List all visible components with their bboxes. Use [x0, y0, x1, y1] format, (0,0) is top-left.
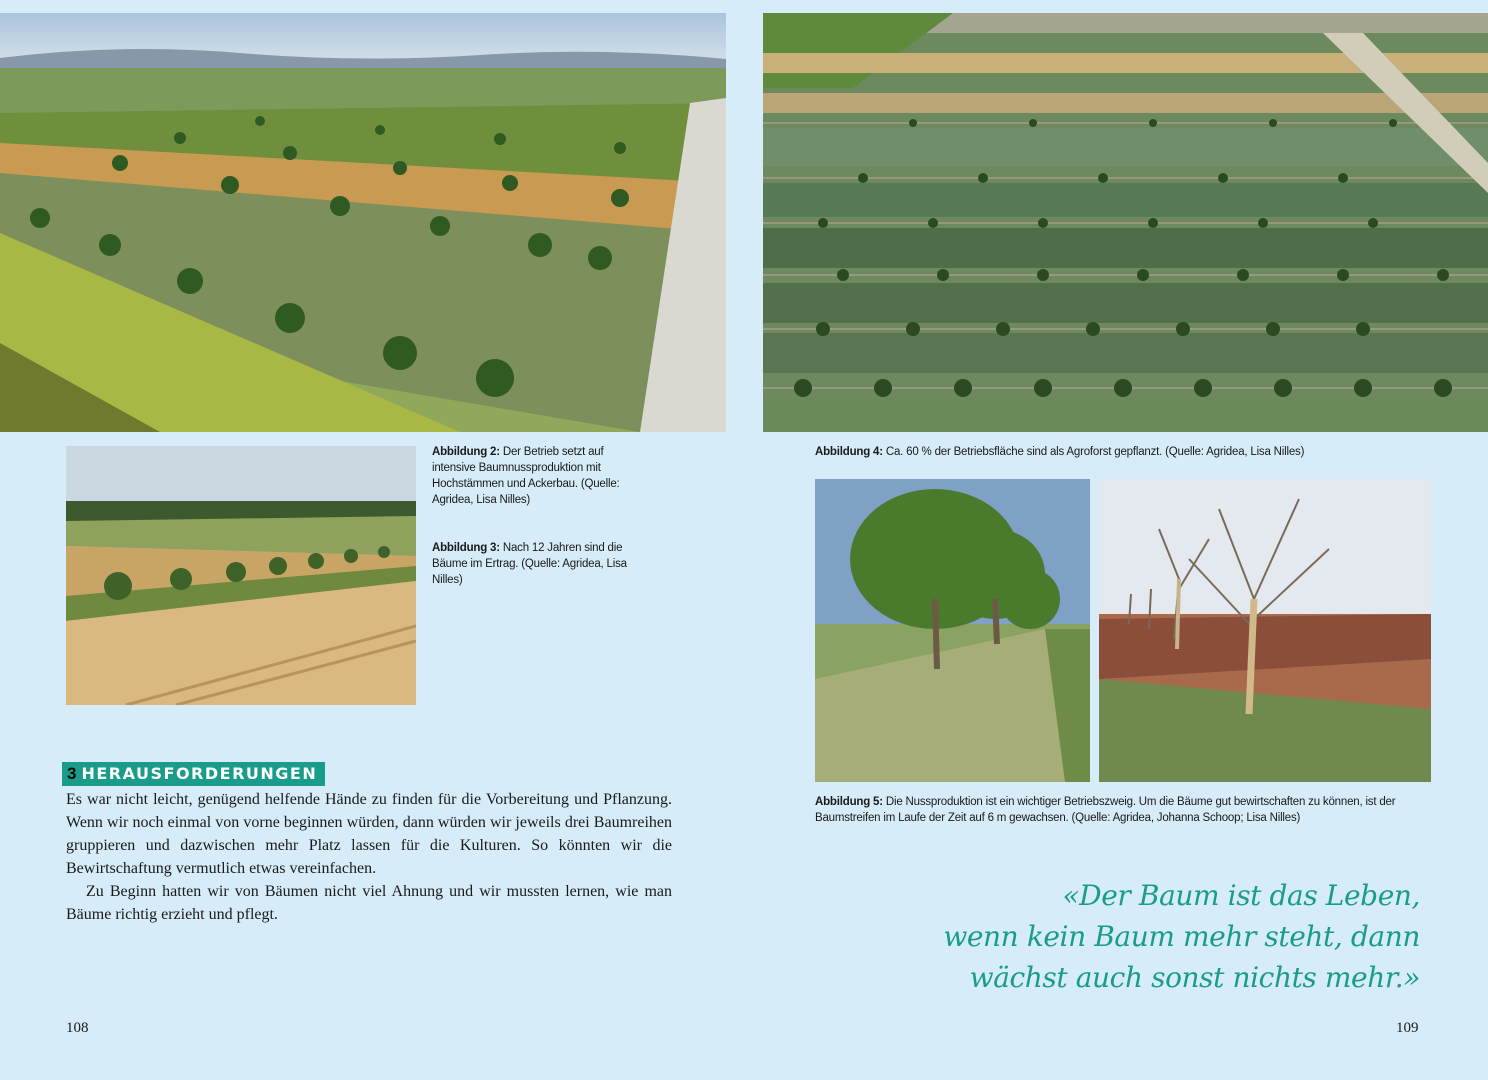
pull-quote: [860, 875, 1420, 998]
caption-figure-2-text: Der Betrieb setzt auf intensive Baumnussproduktion mit Hochstämmen und Ackerbau. (Quelle: Agridea, Lisa Nilles): [432, 446, 620, 506]
caption-figure-2: [432, 444, 632, 508]
caption-figure-5: [815, 794, 1435, 826]
section-heading: [62, 762, 325, 786]
pull-quote-line-1: «Der Baum ist das Leben,: [1062, 879, 1420, 912]
caption-figure-4: [815, 444, 1435, 460]
section-number: 3: [62, 762, 81, 786]
caption-figure-2-label: Abbildung 2:: [432, 446, 500, 458]
photo-aerial-orchard-fields: [0, 13, 726, 432]
caption-figure-5-label: Abbildung 5:: [815, 796, 883, 808]
photo-trees-in-yield: [66, 446, 416, 705]
caption-figure-3-text: Nach 12 Jahren sind die Bäume im Ertrag. (Quelle: Agridea, Lisa Nilles): [432, 542, 627, 586]
body-text: [66, 788, 672, 926]
caption-figure-5-text: Die Nussproduktion ist ein wichtiger Betriebszweig. Um die Bäume gut bewirtschaften zu können, ist der Baumstreifen im Laufe der Zeit auf 6 m gewachsen. (Quelle: Agridea, Johanna Schoop; Lisa Nilles): [815, 796, 1396, 824]
body-paragraph-1: Es war nicht leicht, genügend helfende Hände zu finden für die Vorbereitung und Pflanzung. Wenn wir noch einmal von vorne beginnen würden, dann würden wir jeweils drei Baumreihen gruppieren und dazwischen mehr Platz lassen für die Kulturen. So könnten wir die Bewirtschaftung vermutlich etwas vereinfachen.: [66, 791, 672, 877]
photo-walnut-trees-summer: [815, 479, 1090, 782]
section-title: HERAUSFORDERUNGEN: [81, 762, 325, 786]
photo-aerial-tree-strips: [763, 13, 1488, 432]
caption-figure-3-label: Abbildung 3:: [432, 542, 500, 554]
pull-quote-line-3: wächst auch sonst nichts mehr.»: [969, 961, 1420, 994]
caption-figure-4-text: Ca. 60 % der Betriebsfläche sind als Agroforst gepflanzt. (Quelle: Agridea, Lisa Nilles): [882, 446, 1305, 458]
page-number-right: 109: [1396, 1020, 1419, 1036]
page-number-left: 108: [66, 1020, 89, 1036]
caption-figure-4-label: Abbildung 4:: [815, 446, 883, 458]
caption-figure-3: [432, 540, 632, 588]
body-paragraph-2: Zu Beginn hatten wir von Bäumen nicht viel Ahnung und wir mussten lernen, wie man Bäume richtig erzieht und pflegt.: [66, 883, 672, 923]
pull-quote-line-2: wenn kein Baum mehr steht, dann: [943, 920, 1420, 953]
photo-walnut-trees-bare: [1099, 479, 1431, 782]
